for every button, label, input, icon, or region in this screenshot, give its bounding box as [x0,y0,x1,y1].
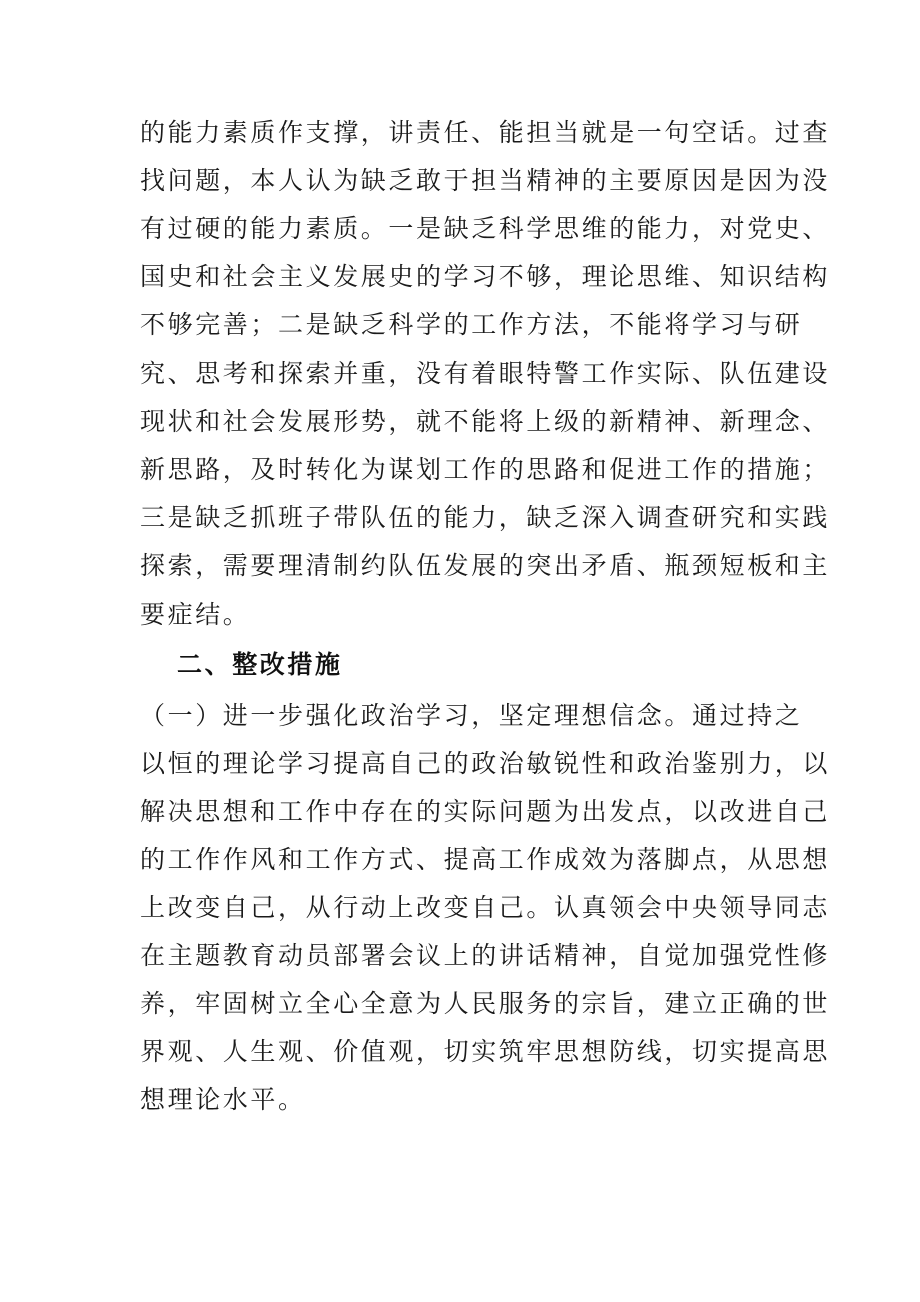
paragraph-line: 新思路，及时转化为谋划工作的思路和促进工作的措施； [140,455,831,484]
paragraph-line: 上改变自己，从行动上改变自己。认真领会中央领导同志 [140,893,831,922]
paragraph-line: 三是缺乏抓班子带队伍的能力，缺乏深入调查研究和实践 [140,503,831,532]
paragraph-line: 在主题教育动员部署会议上的讲话精神，自觉加强党性修 [140,941,831,970]
paragraph-line: 要症结。 [140,600,251,629]
paragraph-line: 以恒的理论学习提高自己的政治敏锐性和政治鉴别力，以 [140,749,831,778]
paragraph-line: （一）进一步强化政治学习，坚定理想信念。通过持之 [140,701,803,730]
paragraph-line: 的能力素质作支撑，讲责任、能担当就是一句空话。过查 [140,118,831,147]
paragraph-line: 不够完善；二是缺乏科学的工作方法，不能将学习与研 [140,310,803,339]
paragraph-line: 养，牢固树立全心全意为人民服务的宗旨，建立正确的世 [140,989,831,1018]
section-heading: 二、整改措施 [177,650,343,679]
paragraph-line: 现状和社会发展形势，就不能将上级的新精神、新理念、 [140,407,831,436]
paragraph-line: 究、思考和探索并重，没有着眼特警工作实际、队伍建设 [140,359,831,388]
paragraph-line: 找问题，本人认为缺乏敢于担当精神的主要原因是因为没 [140,166,831,195]
paragraph-line: 界观、人生观、价值观，切实筑牢思想防线，切实提高思 [140,1037,831,1066]
paragraph-line: 国史和社会主义发展史的学习不够，理论思维、知识结构 [140,262,831,291]
paragraph-line: 想理论水平。 [140,1085,306,1114]
paragraph-line: 有过硬的能力素质。一是缺乏科学思维的能力，对党史、 [140,214,831,243]
paragraph-line: 探索，需要理清制约队伍发展的突出矛盾、瓶颈短板和主 [140,551,831,580]
paragraph-line: 的工作作风和工作方式、提高工作成效为落脚点，从思想 [140,845,831,874]
paragraph-line: 解决思想和工作中存在的实际问题为出发点，以改进自己 [140,797,831,826]
